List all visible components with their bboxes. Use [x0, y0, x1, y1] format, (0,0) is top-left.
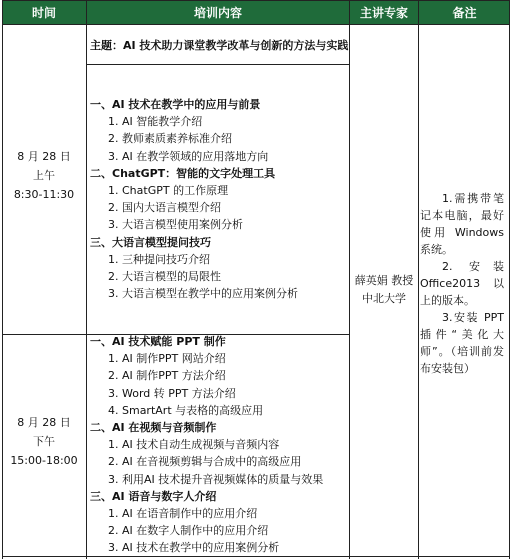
session-afternoon-time [2, 413, 86, 470]
list-item: 2. 大语言模型的局限性 [108, 270, 221, 284]
section-title: 三、AI 语音与数字人介绍 [90, 489, 217, 503]
notes-cell [420, 190, 504, 377]
note-item: 3.安装 PPT 插件“美化大师”。（培训前发布安装包） [420, 311, 504, 375]
section-title: 一、AI 技术在教学中的应用与前景 [90, 98, 261, 111]
session-morning-time [2, 147, 86, 204]
list-item: 3. AI 在教学领域的应用落地方向 [108, 149, 269, 163]
list-item: 2. AI 制作PPT 方法介绍 [108, 369, 226, 383]
list-item: 3. 利用AI 技术提升音视频媒体的质量与效果 [108, 472, 324, 486]
session-period: 上午 [33, 169, 55, 182]
list-item: 3. 大语言模型使用案例分析 [108, 218, 243, 232]
list-item: 1. AI 智能教学介绍 [108, 115, 203, 129]
border-col1 [86, 0, 87, 559]
list-item: 2. AI 在音视频剪辑与合成中的高级应用 [108, 455, 302, 469]
list-item: 1. AI 技术自动生成视频与音频内容 [108, 438, 280, 452]
session-date: 8 月 28 日 [17, 150, 71, 163]
note-item: 1.需携带笔记本电脑，最好使用 Windows 系统。 [420, 192, 504, 256]
border-left [2, 0, 3, 559]
header-expert: 主讲专家 [350, 0, 418, 24]
list-item: 2. AI 在数字人制作中的应用介绍 [108, 524, 269, 538]
topic-title: 主题：AI 技术助力课堂教学改革与创新的方法与实践 [90, 39, 349, 52]
list-item: 2. 国内大语言模型介绍 [108, 201, 221, 215]
session-hours: 15:00-18:00 [10, 454, 78, 467]
expert-org: 中北大学 [362, 292, 406, 305]
header-content: 培训内容 [87, 0, 349, 24]
border-col3 [418, 0, 419, 559]
section-title: 二、ChatGPT：智能的文字处理工具 [90, 166, 276, 180]
list-item: 1. AI 在语音制作中的应用介绍 [108, 507, 258, 521]
list-item: 2. 教师素质素养标准介绍 [108, 132, 232, 146]
border-col2 [349, 0, 350, 559]
header-notes: 备注 [419, 0, 510, 24]
expert-cell [352, 272, 416, 308]
session-hours: 8:30-11:30 [13, 188, 75, 201]
afternoon-content [90, 333, 323, 557]
list-item: 1. AI 制作PPT 网站介绍 [108, 352, 226, 366]
list-item: 1. ChatGPT 的工作原理 [108, 184, 229, 198]
border-right [509, 0, 510, 559]
morning-content [90, 96, 298, 302]
border-header-bottom [2, 24, 510, 25]
list-item: 4. SmartArt 与表格的高级应用 [108, 403, 264, 417]
note-item: 2. 安装 Office2013 以上的版本。 [420, 260, 504, 307]
section-title: 二、AI 在视频与音频制作 [90, 421, 217, 435]
section-title: 三、大语言模型提问技巧 [90, 235, 211, 249]
expert-name: 薛英娟 教授 [354, 274, 414, 287]
session-period: 下午 [33, 435, 55, 448]
list-item: 3. AI 技术在教学中的应用案例分析 [108, 541, 280, 555]
session-date: 8 月 28 日 [17, 416, 71, 429]
border-top [2, 0, 510, 1]
list-item: 3. Word 转 PPT 方法介绍 [108, 386, 236, 400]
section-title: 一、AI 技术赋能 PPT 制作 [90, 335, 226, 348]
list-item: 1. 三种提问技巧介绍 [108, 252, 210, 266]
border-topic-bottom [86, 64, 350, 65]
header-time: 时间 [2, 0, 86, 24]
list-item: 3. 大语言模型在教学中的应用案例分析 [108, 287, 298, 301]
